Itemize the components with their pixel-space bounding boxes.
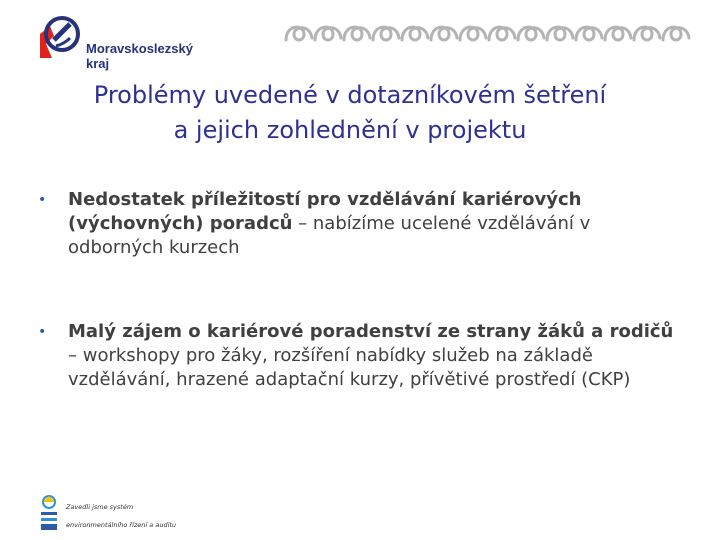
- ornament-loop: [518, 27, 544, 40]
- ornament-loop: [373, 27, 399, 40]
- ornament-loop: [460, 27, 486, 40]
- ornament-loop: [431, 27, 457, 40]
- bullet-marker-icon: •: [38, 324, 47, 340]
- ornament-loop: [547, 27, 573, 40]
- bullet-list: [34, 188, 684, 392]
- bullet-marker-icon: •: [38, 192, 47, 208]
- ornament-loop: [344, 27, 370, 40]
- kraj-logo: [36, 14, 206, 74]
- moravskoslezsky-kraj-emblem-icon: [36, 14, 84, 62]
- emas-icon: [38, 494, 60, 534]
- decorative-loop-pattern-icon: [282, 18, 694, 48]
- bullet-1-bold: Nedostatek příležitostí pro vzdělávání kariérových (výchovných) poradců: [68, 189, 582, 234]
- emas-line-1: Zavedli jsme systém: [66, 503, 134, 511]
- bullet-1-text: – nabízíme ucelené vzdělávání v odborných kurzech: [68, 213, 591, 258]
- ornament-loop: [605, 27, 631, 40]
- logo-line-2: kraj: [86, 56, 110, 71]
- ornament-loop: [489, 27, 515, 40]
- emas-caption: [66, 498, 176, 534]
- ornament-loop: [576, 27, 602, 40]
- ornament-loop: [402, 27, 428, 40]
- ornament-loop: [286, 27, 312, 40]
- bullet-item-1: [34, 188, 684, 260]
- emas-line-2: environmentálního řízení a auditu: [66, 521, 177, 529]
- ornament-loop: [315, 27, 341, 40]
- bullet-item-2: [34, 320, 684, 392]
- title-line-2: a jejich zohlednění v projektu: [173, 116, 527, 144]
- bullet-2-text: – workshopy pro žáky, rozšíření nabídky služeb na základě vzdělávání, hrazené adaptační kurzy, přívětivé prostředí (CKP): [68, 345, 631, 390]
- emas-footer: [38, 494, 238, 534]
- logo-line-1: Moravskoslezský: [86, 41, 193, 56]
- bullet-2-bold: Malý zájem o kariérové poradenství ze strany žáků a rodičů: [68, 321, 674, 342]
- logo-text: [86, 41, 216, 71]
- title-line-1: Problémy uvedené v dotazníkovém šetření: [93, 81, 607, 109]
- ornament-loop: [634, 27, 660, 40]
- ornament-loop: [663, 27, 689, 40]
- page-title: [30, 78, 670, 148]
